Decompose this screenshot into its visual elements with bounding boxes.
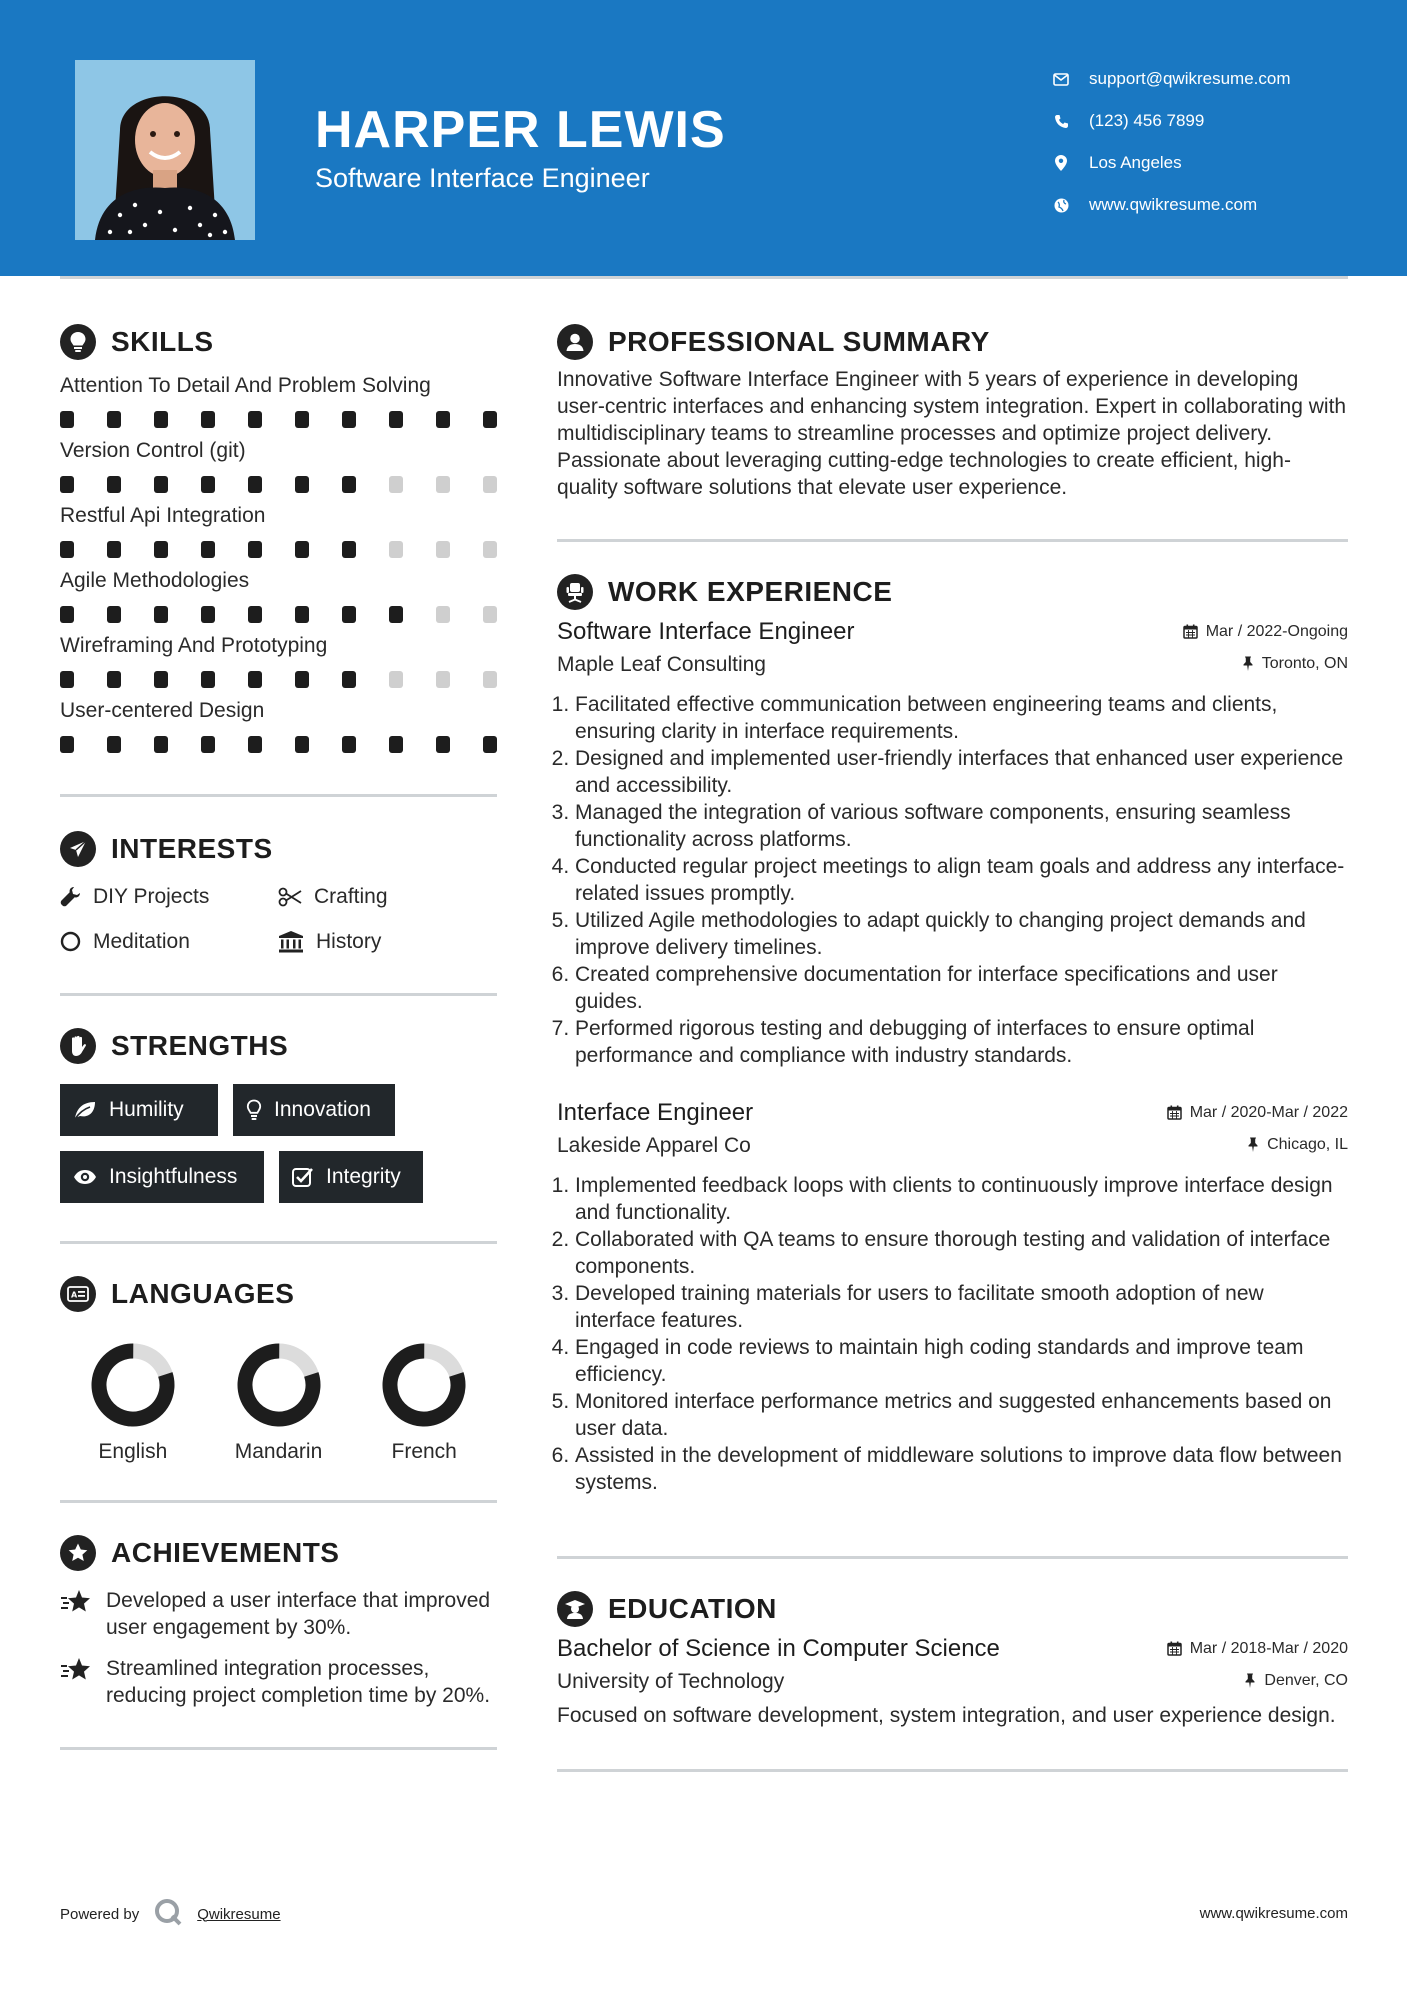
skill-dot (107, 671, 121, 688)
summary-text: Innovative Software Interface Engineer with 5 years of experience in developing user-centric interfaces and enhancing system integration. Expert in collaborating with multidisciplinary teams to streamline processes and optimize project delivery. Passionate about leveraging cutting-edge technologies to create efficient, high-quality software solutions that elevate user experience. (557, 368, 1347, 499)
right-column (557, 320, 1348, 1772)
scissors-icon (278, 887, 302, 907)
pushpin-icon (1247, 1137, 1259, 1152)
skill-dot (201, 541, 215, 558)
skill-dot (248, 476, 262, 493)
candidate-title: Software Interface Engineer (315, 163, 650, 193)
achievement-item (60, 1655, 497, 1709)
lightbulb-icon (246, 1099, 262, 1121)
star-icon (60, 1589, 92, 1615)
language-label: English (98, 1440, 168, 1463)
job-bullet: 6. Assisted in the development of middleware solutions to improve data flow between systems. (575, 1442, 1348, 1496)
skill-dot (389, 476, 403, 493)
skill-dot (107, 736, 121, 753)
interest-item (278, 928, 496, 955)
skill-name: Agile Methodologies (60, 569, 250, 592)
skill-dot (201, 476, 215, 493)
leaf-icon (73, 1100, 97, 1120)
job-bullet: 6. Created comprehensive documentation for interface specifications and user guides. (575, 961, 1348, 1015)
summary-heading: PROFESSIONAL SUMMARY (608, 326, 990, 357)
job-bullet: 5. Monitored interface performance metrics and suggested enhancements based on user data. (575, 1388, 1348, 1442)
language-proficiency-ring (90, 1342, 176, 1428)
skill-rating (60, 474, 497, 494)
skill-dot (248, 606, 262, 623)
calendar-icon (1183, 624, 1198, 639)
job-bullets (557, 1172, 1348, 1496)
interests-heading: INTERESTS (111, 833, 273, 864)
header-divider (60, 276, 1348, 279)
education-description: Focused on software development, system integration, and user experience design. (557, 1704, 1336, 1727)
eye-icon (73, 1169, 97, 1185)
strength-tag (60, 1084, 218, 1136)
skill-dot (248, 671, 262, 688)
interest-item (60, 928, 278, 955)
skill-dot (342, 411, 356, 428)
skill-name: Wireframing And Prototyping (60, 634, 328, 657)
star-icon (60, 1657, 92, 1683)
contact-email[interactable] (1053, 58, 1393, 100)
skill-dot (436, 541, 450, 558)
achievement-text: Developed a user interface that improved user engagement by 30%. (106, 1589, 491, 1639)
calendar-icon (1167, 1641, 1182, 1656)
skill-dot (483, 736, 497, 753)
job-entry (557, 618, 1348, 1069)
education-dates (1167, 1640, 1348, 1658)
skill-dot (248, 736, 262, 753)
section-divider (557, 1556, 1348, 1559)
skill-rating (60, 539, 497, 559)
skill-rating (60, 734, 497, 754)
globe-icon (1053, 197, 1069, 213)
job-bullet: 1. Facilitated effective communication between engineering teams and clients, ensuring clarity in interface requirements. (575, 691, 1348, 745)
skill-dot (201, 671, 215, 688)
job-bullet: 4. Engaged in code reviews to maintain high coding standards and improve team efficiency. (575, 1334, 1348, 1388)
skill-item (60, 372, 497, 429)
language-card-icon (60, 1276, 96, 1312)
skill-dot (389, 541, 403, 558)
skill-dot (201, 736, 215, 753)
job-dates-text: Mar / 2022-Ongoing (1205, 622, 1348, 640)
skill-dot (60, 476, 74, 493)
left-column (60, 320, 497, 1750)
skill-dot (389, 671, 403, 688)
job-bullet: 2. Designed and implemented user-friendly interfaces that enhanced user experience and accessibility. (575, 745, 1348, 799)
skills-section (60, 320, 497, 754)
skill-dot (342, 476, 356, 493)
skill-name: Attention To Detail And Problem Solving (60, 374, 431, 397)
job-location (1247, 1136, 1348, 1154)
interest-label: History (316, 929, 382, 953)
summary-section (557, 320, 1348, 501)
job-bullet: 1. Implemented feedback loops with clients to continuously improve interface design and functionality. (575, 1172, 1348, 1226)
office-chair-icon (557, 574, 593, 610)
lightbulb-icon (60, 324, 96, 360)
skill-dot (483, 476, 497, 493)
skill-dot (201, 606, 215, 623)
skill-rating (60, 409, 497, 429)
skill-dot (295, 736, 309, 753)
skill-dot (342, 736, 356, 753)
degree-title: Bachelor of Science in Computer Science (557, 1635, 1000, 1662)
language-proficiency-ring (236, 1342, 322, 1428)
job-entry (557, 1099, 1348, 1496)
skill-dot (483, 411, 497, 428)
education-dates-text: Mar / 2018-Mar / 2020 (1189, 1639, 1348, 1657)
language-ring-fill (236, 1342, 322, 1428)
section-divider (557, 1769, 1348, 1772)
skill-dot (389, 411, 403, 428)
candidate-name: HARPER LEWIS (315, 101, 726, 159)
languages-section (60, 1272, 497, 1464)
job-location-text: Toronto, ON (1261, 654, 1348, 672)
skill-dot (295, 671, 309, 688)
skill-name: User-centered Design (60, 699, 265, 722)
strength-tag (60, 1151, 264, 1203)
skill-dot (154, 606, 168, 623)
contact-list (1053, 58, 1393, 226)
job-dates (1183, 623, 1348, 641)
achievements-section (60, 1531, 497, 1709)
contact-phone-text: (123) 456 7899 (1089, 111, 1205, 130)
school-name: University of Technology (557, 1670, 785, 1693)
contact-location (1053, 142, 1393, 184)
interest-item (60, 883, 278, 910)
skill-item (60, 567, 497, 624)
contact-phone[interactable] (1053, 100, 1393, 142)
skill-dot (248, 411, 262, 428)
job-location-text: Chicago, IL (1267, 1135, 1348, 1153)
skill-dot (154, 671, 168, 688)
section-divider (60, 1747, 497, 1750)
skill-dot (436, 476, 450, 493)
skill-dot (201, 411, 215, 428)
strength-tag (279, 1151, 423, 1203)
language-ring-fill (90, 1342, 176, 1428)
achievement-item (60, 1587, 497, 1641)
work-section (557, 570, 1348, 1496)
skill-dot (154, 541, 168, 558)
strengths-section (60, 1024, 497, 1203)
strength-label: Integrity (326, 1165, 401, 1188)
map-pin-icon (1053, 155, 1069, 171)
contact-website-text: www.qwikresume.com (1089, 195, 1258, 214)
museum-icon (278, 931, 304, 953)
job-bullet: 3. Managed the integration of various software components, ensuring seamless functionality across platforms. (575, 799, 1348, 853)
skill-item (60, 502, 497, 559)
skill-dot (60, 541, 74, 558)
contact-website[interactable] (1053, 184, 1393, 226)
skill-item (60, 437, 497, 494)
skill-dot (154, 736, 168, 753)
phone-icon (1053, 113, 1069, 129)
footer-branding (60, 1897, 281, 1931)
skill-dot (295, 411, 309, 428)
skill-dot (107, 541, 121, 558)
skill-dot (436, 606, 450, 623)
skill-dot (436, 671, 450, 688)
footer-site-link[interactable]: www.qwikresume.com (1199, 1905, 1348, 1922)
company-name: Maple Leaf Consulting (557, 653, 766, 676)
wrench-icon (60, 886, 81, 907)
contact-email-text: support@qwikresume.com (1089, 69, 1291, 88)
section-divider (557, 539, 1348, 542)
strength-tag (233, 1084, 395, 1136)
skill-dot (107, 606, 121, 623)
education-location-text: Denver, CO (1264, 1671, 1348, 1689)
section-divider (60, 794, 497, 797)
language-proficiency-ring (381, 1342, 467, 1428)
skill-dot (295, 541, 309, 558)
interest-label: Crafting (314, 884, 388, 908)
skill-dot (154, 411, 168, 428)
skill-dot (389, 736, 403, 753)
skill-dot (107, 476, 121, 493)
skill-rating (60, 669, 497, 689)
section-divider (60, 1500, 497, 1503)
strength-label: Insightfulness (109, 1165, 238, 1188)
company-name: Lakeside Apparel Co (557, 1134, 751, 1157)
skill-dot (483, 541, 497, 558)
raised-hand-icon (60, 1028, 96, 1064)
skill-dot (436, 736, 450, 753)
skills-heading: SKILLS (111, 326, 214, 357)
job-dates (1167, 1104, 1348, 1122)
achievements-heading: ACHIEVEMENTS (111, 1537, 340, 1568)
paper-plane-icon (60, 831, 96, 867)
section-divider (60, 993, 497, 996)
interests-section (60, 827, 497, 955)
qwikresume-link[interactable]: Qwikresume (197, 1905, 281, 1923)
svg-text:A: A (71, 1290, 78, 1300)
skill-dot (483, 606, 497, 623)
skill-dot (436, 411, 450, 428)
interest-item (278, 883, 496, 910)
skills-list (60, 372, 497, 754)
language-label: French (391, 1440, 457, 1463)
job-bullet: 4. Conducted regular project meetings to align team goals and address any interface-related issues promptly. (575, 853, 1348, 907)
skill-dot (248, 541, 262, 558)
job-bullet: 2. Collaborated with QA teams to ensure thorough testing and validation of interface components. (575, 1226, 1348, 1280)
languages-heading: LANGUAGES (111, 1278, 295, 1309)
strengths-heading: STRENGTHS (111, 1030, 289, 1061)
interest-label: Meditation (93, 929, 190, 953)
job-bullet: 7. Performed rigorous testing and debugging of interfaces to ensure optimal performance and compliance with industry standards. (575, 1015, 1348, 1069)
education-heading: EDUCATION (608, 1593, 777, 1624)
language-item (60, 1342, 206, 1464)
qwikresume-logo-icon (153, 1897, 183, 1931)
skill-dot (295, 476, 309, 493)
job-bullet: 5. Utilized Agile methodologies to adapt quickly to changing project demands and improve delivery timelines. (575, 907, 1348, 961)
header-banner (0, 0, 1407, 276)
powered-by-text: Powered by (60, 1905, 140, 1923)
work-heading: WORK EXPERIENCE (608, 576, 893, 607)
language-item (351, 1342, 497, 1464)
interest-label: DIY Projects (93, 884, 210, 908)
skill-dot (483, 671, 497, 688)
skill-item (60, 697, 497, 754)
skill-dot (107, 411, 121, 428)
skill-name: Restful Api Integration (60, 504, 266, 527)
envelope-icon (1053, 71, 1069, 87)
job-dates-text: Mar / 2020-Mar / 2022 (1189, 1103, 1348, 1121)
job-bullet: 3. Developed training materials for users to facilitate smooth adoption of new interface features. (575, 1280, 1348, 1334)
job-title: Software Interface Engineer (557, 618, 855, 645)
language-item (206, 1342, 352, 1464)
language-ring-fill (381, 1342, 467, 1428)
strength-label: Innovation (274, 1098, 371, 1121)
languages-list (60, 1342, 497, 1464)
skill-dot (60, 671, 74, 688)
achievement-text: Streamlined integration processes, reducing project completion time by 20%. (106, 1657, 491, 1707)
skill-dot (295, 606, 309, 623)
graduate-icon (557, 1591, 593, 1627)
checkbox-icon (292, 1167, 314, 1187)
job-bullets (557, 691, 1348, 1069)
skill-item (60, 632, 497, 689)
skill-dot (342, 606, 356, 623)
skill-dot (342, 671, 356, 688)
skill-name: Version Control (git) (60, 439, 246, 462)
education-section (557, 1587, 1348, 1729)
skill-dot (154, 476, 168, 493)
skill-dot (60, 411, 74, 428)
skill-dot (60, 736, 74, 753)
profile-photo (75, 60, 255, 240)
circle-icon (60, 931, 81, 952)
language-label: Mandarin (234, 1440, 323, 1463)
section-divider (60, 1241, 497, 1244)
contact-location-text: Los Angeles (1089, 153, 1182, 172)
skill-dot (389, 606, 403, 623)
pushpin-icon (1242, 656, 1254, 671)
strength-label: Humility (109, 1098, 184, 1121)
skill-rating (60, 604, 497, 624)
skill-dot (60, 606, 74, 623)
user-icon (557, 324, 593, 360)
calendar-icon (1167, 1105, 1182, 1120)
education-location (1244, 1672, 1348, 1690)
star-badge-icon (60, 1535, 96, 1571)
pushpin-icon (1244, 1673, 1256, 1688)
skill-dot (342, 541, 356, 558)
job-location (1242, 655, 1348, 673)
job-title: Interface Engineer (557, 1099, 754, 1126)
